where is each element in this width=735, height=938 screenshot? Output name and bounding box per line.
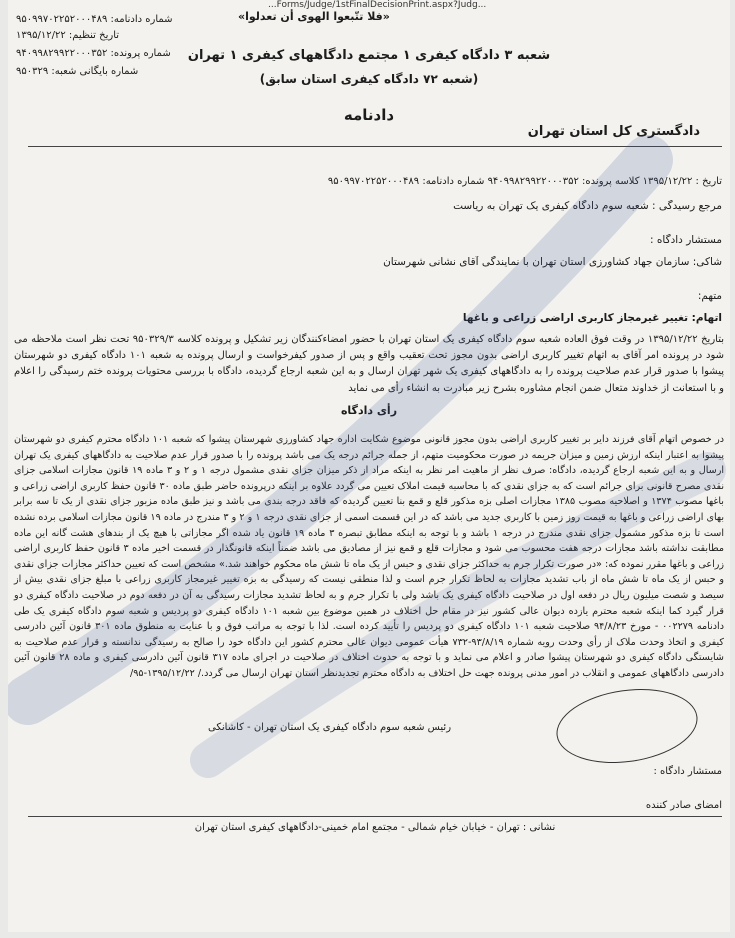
case-date-line: تاریخ : ۱۳۹۵/۱۲/۲۲ کلاسه پرونده: ۹۴۰۹۹۸۲۹۹۲۲۰۰۰۳۵۲ شماره دادنامه: ۹۵۰۹۹۷۰۲۲۵۲۰۰۰۴۸۹ — [327, 176, 722, 187]
archive-number-row: شماره بایگانی شعبه: ۹۵۰۳۲۹ — [16, 66, 139, 77]
decision-number-row: شماره دادنامه: ۹۵۰۹۹۷۰۲۲۵۲۰۰۰۴۸۹ — [16, 14, 173, 25]
signature-stamp — [552, 680, 703, 771]
case-number-row: شماره پرونده: ۹۴۰۹۹۸۲۹۹۲۲۰۰۰۳۵۲ — [16, 48, 171, 59]
charge-line: اتهام: تغییر غیرمجاز کاربری اراضی زراعی و باغها — [462, 312, 722, 324]
document-title: دادنامه — [343, 106, 395, 124]
issue-date-row: تاریخ تنظیم: ۱۳۹۵/۱۲/۲۲ — [16, 30, 120, 41]
case-number: ۹۴۰۹۹۸۲۹۹۲۲۰۰۰۳۵۲ — [16, 48, 108, 59]
branch-title: شعبه ۳ دادگاه کیفری ۱ مجتمع دادگاههای کیفری ۱ تهران — [187, 48, 551, 63]
court-name: دادگستری کل استان تهران — [527, 124, 700, 139]
footer-divider — [28, 816, 722, 817]
intro-paragraph: بتاریخ ۱۳۹۵/۱۲/۲۲ در وقت فوق العاده شعبه سوم دادگاه کیفری یک استان تهران با حضور امضاء‌کنندگان زیر تشکیل و پرونده کلاسه ۹۵۰۳۲۹/۳ تحت نظر است ملاحظه می شود در پرونده امر آقای به اتهام تغییر کاربری اراضی بدون مجوز تحت تعقیب واقع و پس از صدور کیفرخواست و ارسال پرونده به شعبه ۱۰۱ دادگاه کیفری دو شهرستان پیشوا با صدور قرار عدم صلاحیت پرونده را به دادگاههای کیفری یک شهر تهران ارسال و به این شعبه ارجاع گردیده، دادگاه با بررسی محتویات پرونده ختم رسیدگی را اعلام و با استعانت از خداوند متعال ضمن انجام مشاوره بشرح زیر مبادرت به انشاء رأی می نماید — [14, 334, 725, 394]
decision-number: ۹۵۰۹۹۷۰۲۲۵۲۰۰۰۴۸۹ — [16, 14, 108, 25]
plaintiff-line: شاکی: سازمان جهاد کشاورزی استان تهران با نمایندگی آقای نشانی شهرستان — [383, 256, 722, 268]
issue-date: ۱۳۹۵/۱۲/۲۲ — [16, 30, 66, 41]
referral-line: مرجع رسیدگی : شعبه سوم دادگاه کیفری یک تهران به ریاست — [453, 200, 722, 212]
branch-subtitle: (شعبه ۷۲ دادگاه کیفری استان سابق) — [259, 72, 479, 86]
divider — [28, 146, 722, 147]
archive-number: ۹۵۰۳۲۹ — [16, 66, 49, 77]
defendant-line: متهم: — [697, 290, 722, 302]
document-page — [8, 0, 730, 932]
header-verse: «فلا تتّبعوا الهوی أن تعدلوا» — [238, 10, 390, 23]
counselor-line: مستشار دادگاه : — [650, 234, 722, 246]
footer-counselor: مستشار دادگاه : — [653, 766, 722, 777]
verdict-heading: رأی دادگاه — [340, 404, 398, 417]
address-line: نشانی : تهران - خیابان خیام شمالی - مجتمع امام خمینی-دادگاههای کیفری استان تهران — [194, 822, 556, 833]
verdict-paragraph: در خصوص اتهام آقای فرزند دایر بر تغییر کاربری اراضی بدون مجوز قانونی موضوع شکایت اداره جهاد کشاورزی شهرستان پیشوا که شعبه ۱۰۱ دادگاه محترم کیفری دو شهرستان پیشوا به اعتبار اینکه ارزش زمین و میزان جریمه در صورت محکومیت متهم، از جمله جرائم درجه یک می باشد پرونده را با صدور قرار عدم صلاحیت به دادگاههای کیفری یک تهران ارسال و به این شعبه ارجاع گردیده، دادگاه: صرف نظر از ماهیت امر نظر به اینکه مراد از ذکر میزان جزای نقدی مشمول درجه ۱ و ۲ و ۳ ماده ۱۹ قانون مجازات اسلامی جزای نقدی مصرح قانونی برای جرائم است که به جزای نقدی که با محاسبه قیمت املاک تعیین می گردد علاوه بر اینکه درپرونده حاضر طبق ماده ۳۰ قانون حفظ کاربری اراضی زراعی و باغها مصوب ۱۳۷۴ و اصلاحیه مصوب ۱۳۸۵ مجازات اصلی بزه مذکور قلع و قمع بنا تعیین گردیده که فاقد درجه بندی می باشد و نیز طبق ماده مزبور جزای نقدی از یک تا سه برابر بهای اراضی زراعی و باغها به قیمت روز زمین با کاربری جدید می باشد که در این قسمت اسمی از جزای نقدی درجه ۱ و ۲ و ۳ مندرج در ماده ۱۹ قانون مجازات اسلامی برده نشده است تا بزه مذکور مشمول جزای نقدی مندرج در درجه ۱ باشد و با توجه به اینکه مطابق تبصره ۳ ماده ۱۹ قانون یاد شده اگر مجازاتی با هیچ یک از بندهای هشت گانه این ماده مطابقت نداشته باشد مجازات درجه هفت محسوب می شود و مجازات قلع و قمع نیز از مصادیق می باشد ضمناً اینکه قانونگذار در قسمت اخیر ماده ۳ قانون حفظ کاربری اراضی زراعی و باغها مقرر نموده که: «در صورت تکرار جرم به حداکثر جزای نقدی و حبس از یک ماه تا شش ماه محکوم خواهند شد.» مشخص است که تعیین حداکثر مجازات جزای نقدی و حبس از یک ماه تا شش ماه از باب تشدید مجازات به لحاظ تکرار جرم است و لذا منطقی نیست که رسیدگی به بزه تغییر غیرمجاز کاربری زراعی با مبلغ جزای نقدی بیش از سیصد و شصت میلیون ریال در دفعه اول در صلاحیت دادگاه کیفری یک باشد ولی با تکرار جرم و به لحاظ تشدید مجازات رسیدگی به آن در دفعه دوم در صلاحیت دادگاه کیفری دو قرار گیرد کما اینکه شعبه محترم یازده دیوان عالی کشور نیز در مقام حل اختلاف در همین موضوع بین شعبه ۱۰۱ دادگاه کیفری دو پردیس و شعبه سوم دادگاه کیفری یک طی دادنامه ۰۰۲۲۷۹ - مورخ ۹۴/۸/۲۳ صلاحیت شعبه ۱۰۱ دادگاه کیفری دو پردیس را تأیید کرده است. لذا با توجه به مراتب فوق و با عنایت به منطوق ماده ۳۰۱ قانون آئین دادرسی کیفری و اتخاذ وحدت ملاک از رأی وحدت رویه شماره ۹۳/۸/۱۹-۷۳۲ هیأت عمومی دیوان عالی محترم کشور این دادگاه خود را صالح به رسیدگی ندانسته و قرار عدم صلاحیت به شایستگی دادگاه کیفری دو شهرستان پیشوا صادر و اعلام می نماید و با توجه به حدوث اختلاف در صلاحیت در اجرای ماده ۳۱۷ قانون آئین دادرسی کیفری و ماده ۲۸ قانون آئین دادرسی دادگاههای عمومی و انقلاب در امور مدنی پرونده جهت حل اختلاف به دادگاه محترم تجدیدنظر استان تهران ارسال می گردد./ ۱۳۹۵/۱۲/۲۲-۹۵/ — [14, 434, 725, 679]
print-url: ...Forms/Judge/1stFinalDecisionPrint.aspx?Judg... — [268, 0, 487, 10]
issuer-signature: امضای صادر کننده — [645, 800, 722, 811]
judge-signature: رئیس شعبه سوم دادگاه کیفری یک استان تهران - کاشانکی — [208, 722, 452, 733]
